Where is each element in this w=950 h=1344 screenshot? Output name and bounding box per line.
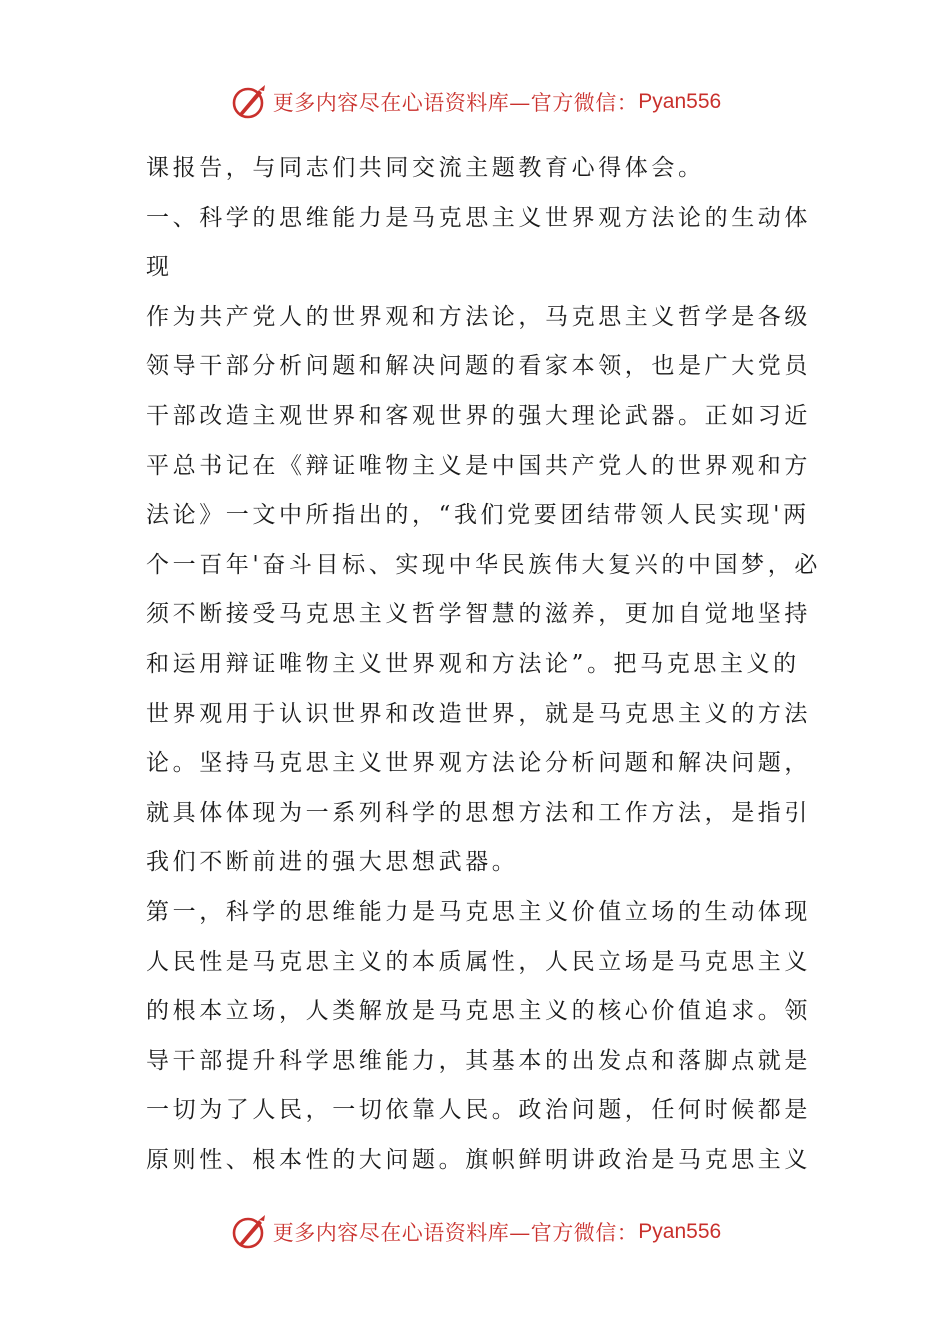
- text-line: 我们不断前进的强大思想武器。: [146, 849, 519, 876]
- text-line: 平总书记在《辩证唯物主义是中国共产党人的世界观和方: [146, 452, 811, 479]
- text-line: 导干部提升科学思维能力，其基本的出发点和落脚点就是: [146, 1047, 811, 1074]
- banner-wechat-handle: Pyan556: [638, 90, 722, 113]
- quill-pen-logo-icon: [229, 1212, 269, 1252]
- text-line: 领导干部分析问题和解决问题的看家本领，也是广大党员: [146, 353, 811, 380]
- text-line: 干部改造主观世界和客观世界的强大理论武器。正如习近: [146, 402, 811, 429]
- document-body: [146, 144, 821, 1185]
- text-line: 一切为了人民，一切依靠人民。政治问题，任何时候都是: [146, 1097, 811, 1124]
- text-line: 须不断接受马克思主义哲学智慧的滋养，更加自觉地坚持: [146, 601, 811, 628]
- text-line: 作为共产党人的世界观和方法论，马克思主义哲学是各级: [146, 303, 811, 330]
- quill-pen-logo-icon: [229, 82, 269, 122]
- text-line: 和运用辩证唯物主义世界观和方法论”。把马克思主义的: [146, 650, 800, 677]
- text-line: 法论》一文中所指出的，“我们党要团结带领人民实现'两: [146, 502, 810, 529]
- banner-text: 更多内容尽在心语资料库—官方微信：: [272, 1221, 639, 1245]
- text-line: 原则性、根本性的大问题。旗帜鲜明讲政治是马克思主义: [146, 1146, 811, 1173]
- banner-text: 更多内容尽在心语资料库—官方微信：: [272, 91, 639, 115]
- section-heading-line: 现: [146, 254, 173, 281]
- text-line: 课报告，与同志们共同交流主题教育心得体会。: [146, 155, 705, 181]
- text-line: 的根本立场，人类解放是马克思主义的核心价值追求。领: [146, 998, 811, 1025]
- text-line: 论。坚持马克思主义世界观方法论分析问题和解决问题，: [146, 750, 811, 777]
- text-line: 人民性是马克思主义的本质属性，人民立场是马克思主义: [146, 948, 811, 975]
- footer-banner: [0, 1208, 950, 1256]
- text-line: 个一百年'奋斗目标、实现中华民族伟大复兴的中国梦，必: [146, 551, 821, 578]
- banner-wechat-handle: Pyan556: [638, 1220, 722, 1243]
- subsection-heading-line: 第一，科学的思维能力是马克思主义价值立场的生动体现: [146, 898, 811, 925]
- header-banner: [0, 78, 950, 126]
- section-heading-line: 一、科学的思维能力是马克思主义世界观方法论的生动体: [146, 204, 811, 231]
- text-line: 世界观用于认识世界和改造世界，就是马克思主义的方法: [146, 700, 811, 727]
- text-line: 就具体体现为一系列科学的思想方法和工作方法，是指引: [146, 799, 811, 826]
